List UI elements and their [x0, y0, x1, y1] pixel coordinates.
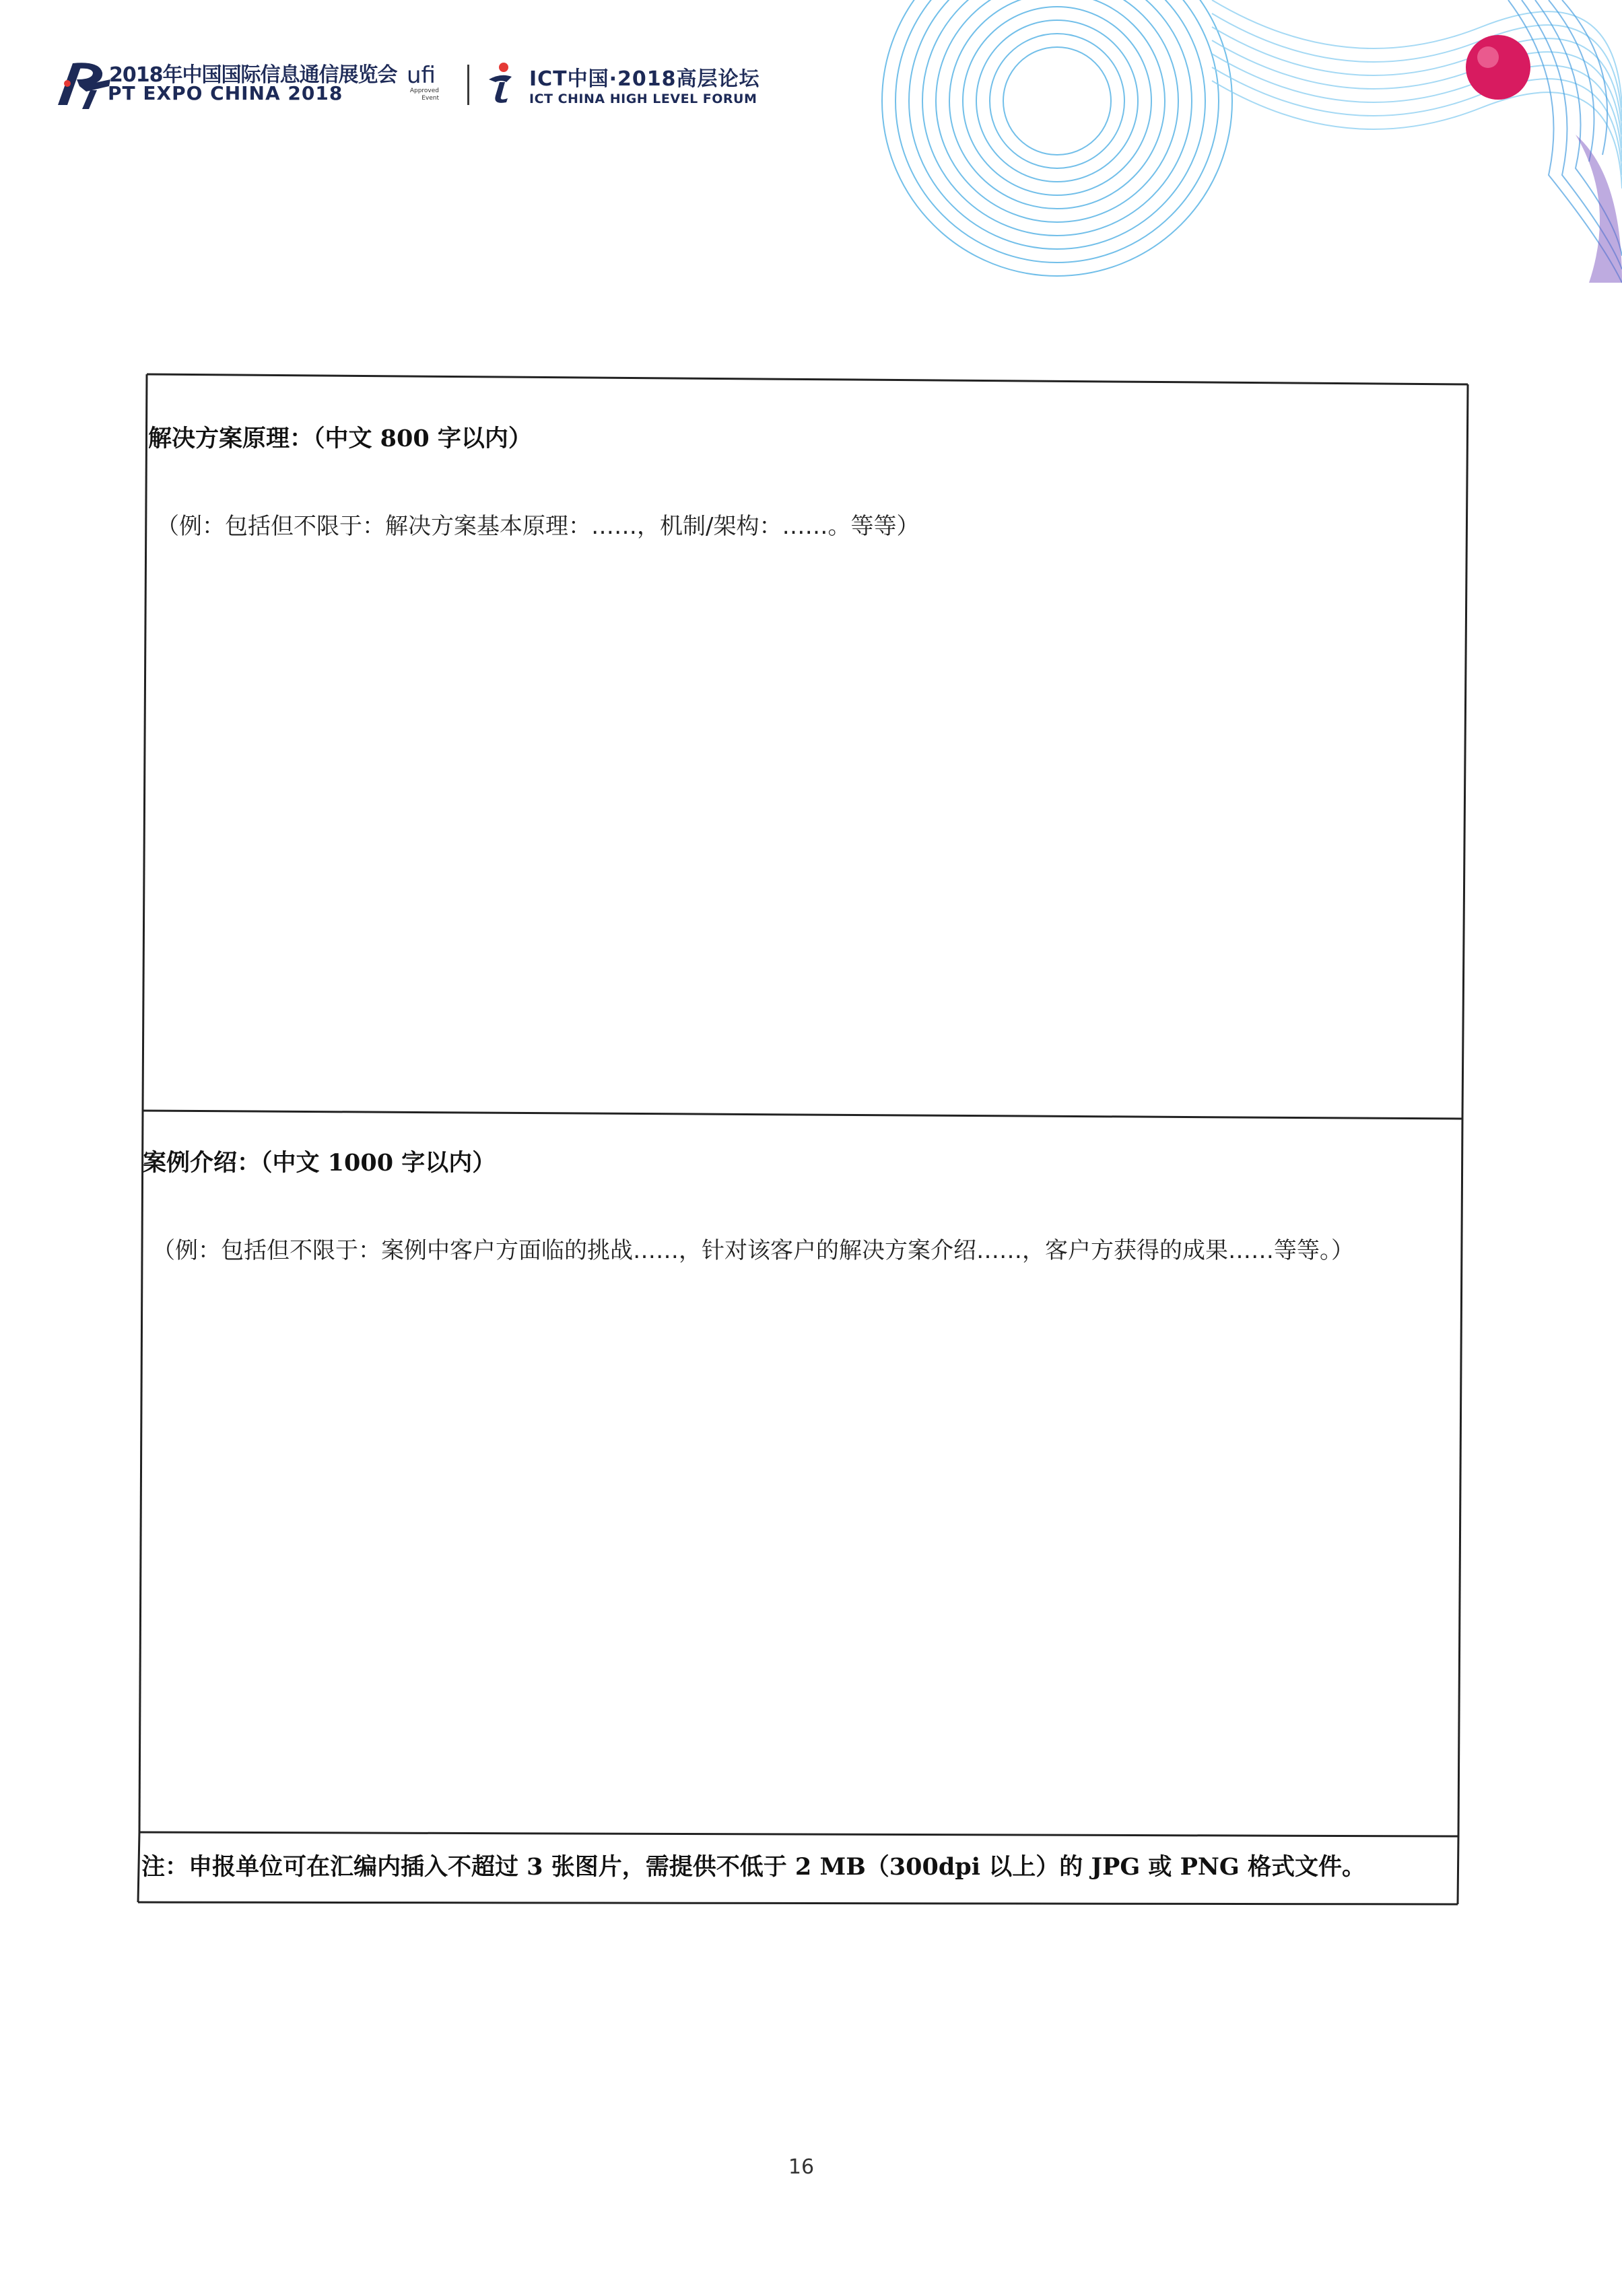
solution-principle-heading: 解决方案原理：（中文 800 字以内）	[148, 425, 532, 452]
forum-title-en: ICT CHINA HIGH LEVEL FORUM	[529, 92, 757, 106]
image-submission-note: 注：申报单位可在汇编内插入不超过 3 张图片，需提供不低于 2 MB（300dpi 以上）的 JPG 或 PNG 格式文件。	[141, 1853, 1365, 1881]
forum-title-cn: ICT中国·2018高层论坛	[529, 67, 760, 91]
solution-principle-hint: （例：包括但不限于：解决方案基本原理：……，机制/架构：……。等等）	[156, 513, 920, 540]
ufi-logo: ufi	[407, 62, 436, 89]
ufi-event-line: Event	[421, 95, 439, 102]
expo-title-en: PT EXPO CHINA 2018	[108, 82, 343, 104]
page-number: 16	[788, 2155, 815, 2179]
ufi-approved-line: Approved	[409, 88, 439, 94]
case-intro-heading: 案例介绍：（中文 1000 字以内）	[143, 1149, 496, 1177]
case-intro-hint: （例：包括但不限于：案例中客户方面临的挑战……，针对该客户的解决方案介绍……，客户方获得的成果……等等。）	[152, 1237, 1354, 1264]
expo-title-cn: 2018年中国国际信息通信展览会	[109, 63, 397, 87]
